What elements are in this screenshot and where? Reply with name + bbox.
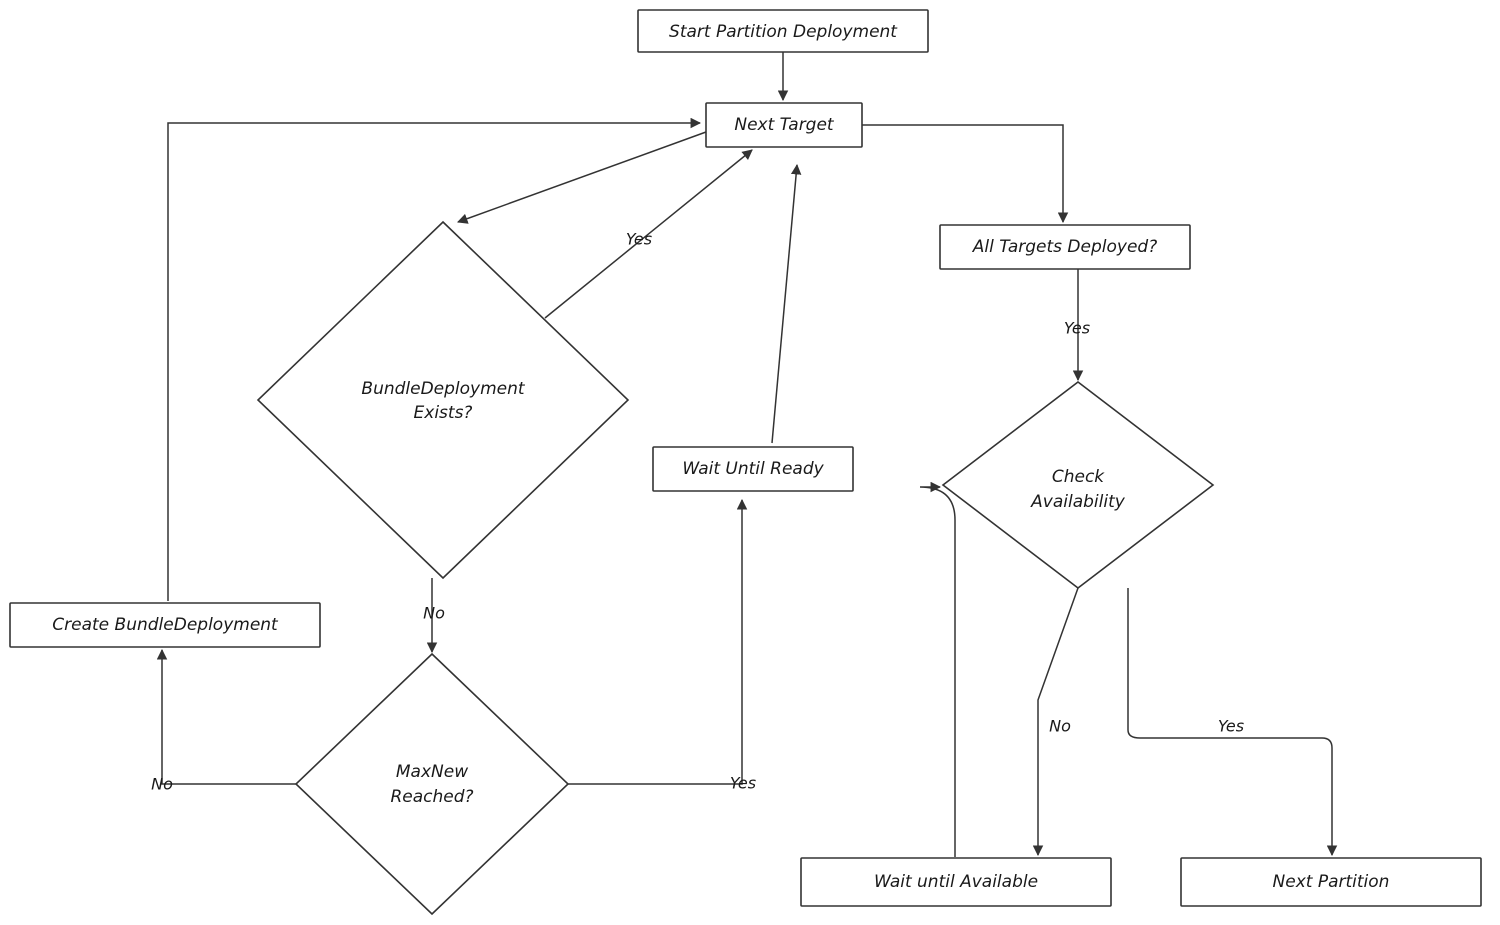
edge-label-maxnew-yes: Yes [729,773,757,793]
node-label-all-targets-deployed: All Targets Deployed? [972,237,1158,257]
node-label-bundledeployment-exists-line1: BundleDeployment [361,379,525,399]
node-label-check-availability-line1: Check [1051,467,1105,487]
node-label-check-availability-line2: Availability [1031,492,1125,512]
node-maxnew-reached[interactable] [296,654,568,914]
edge-next-target-to-all-targets [862,125,1063,222]
node-start-partition-deployment[interactable] [638,10,928,52]
node-label-wait-until-ready: Wait Until Ready [682,459,824,479]
node-check-availability[interactable] [943,382,1213,588]
edge-label-bundle-exists-yes: Yes [625,229,653,249]
node-create-bundledeployment[interactable] [10,603,320,647]
node-label-create-bundledeployment: Create BundleDeployment [52,615,278,635]
node-label-next-target: Next Target [734,115,834,135]
node-label-next-partition: Next Partition [1272,872,1390,892]
edge-next-target-to-bundle-exists [458,132,706,222]
node-wait-until-ready[interactable] [653,447,853,491]
node-label-start-partition-deployment: Start Partition Deployment [669,22,897,42]
edge-label-maxnew-no: No [151,774,173,794]
edge-label-check-availability-no: No [1049,716,1071,736]
edge-wait-until-ready-to-next-target [772,165,797,443]
edge-maxnew-yes-to-wait-until-ready [568,500,742,784]
node-next-partition[interactable] [1181,858,1481,906]
node-label-bundledeployment-exists-line2: Exists? [413,403,473,423]
edge-label-check-availability-yes: Yes [1217,716,1245,736]
node-all-targets-deployed[interactable] [940,225,1190,269]
edge-label-bundle-exists-no: No [423,603,445,623]
edge-maxnew-no-to-create-bundledeployment [162,650,297,784]
edge-wait-until-available-to-check-availability [920,487,955,857]
node-label-wait-until-available: Wait until Available [873,872,1039,892]
node-label-maxnew-reached-line2: Reached? [390,787,474,807]
node-wait-until-available[interactable] [801,858,1111,906]
edge-label-all-targets-yes: Yes [1063,318,1091,338]
node-next-target[interactable] [706,103,862,147]
node-bundledeployment-exists[interactable] [258,222,628,578]
node-label-maxnew-reached-line1: MaxNew [395,762,469,782]
